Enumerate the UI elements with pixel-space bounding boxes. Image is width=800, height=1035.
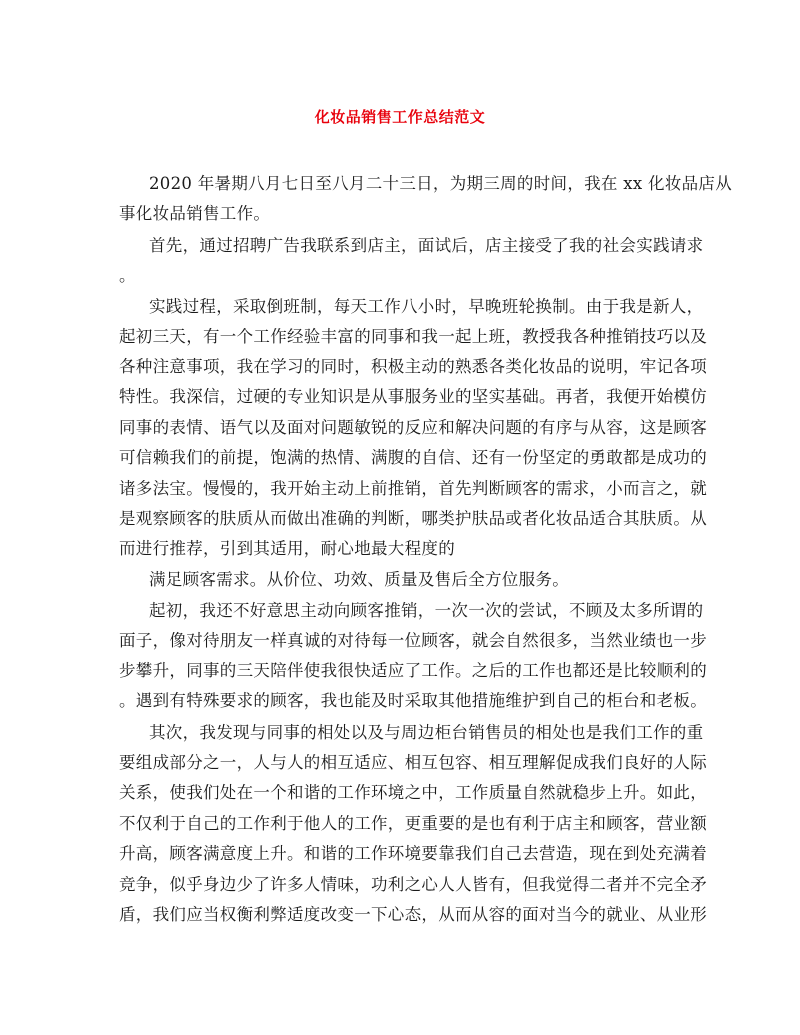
text-line: 步攀升，同事的三天陪伴使我很快适应了工作。之后的工作也都还是比较顺利的 [119,661,707,680]
text-line: 。 [119,266,136,285]
text-line: 面子，像对待朋友一样真诚的对待每一位顾客，就会自然很多，当然业绩也一步 [119,631,707,650]
text-line: 要组成部分之一，人与人的相互适应、相互包容、相互理解促成我们良好的人际 [119,753,707,772]
text-line: 。遇到有特殊要求的顾客，我也能及时采取其他措施维护到自己的柜台和老板。 [119,691,707,710]
text-line: 是观察顾客的肤质从而做出准确的判断，哪类护肤品或者化妆品适合其肤质。从 [119,509,707,528]
text-line: 2020 年暑期八月七日至八月二十三日，为期三周的时间，我在 xx 化妆品店从 [149,174,733,193]
text-line: 关系，使我们处在一个和谐的工作环境之中，工作质量自然就稳步上升。如此， [119,783,707,802]
text-line: 盾，我们应当权衡利弊适度改变一下心态，从而从容的面对当今的就业、从业形 [119,905,707,924]
text-line: 各种注意事项，我在学习的同时，积极主动的熟悉各类化妆品的说明，牢记各项 [119,357,707,376]
text-line: 实践过程，采取倒班制，每天工作八小时，早晚班轮换制。由于我是新人， [149,297,704,316]
text-line: 满足顾客需求。从价位、功效、质量及售后全方位服务。 [149,570,569,589]
text-line: 同事的表情、语气以及面对问题敏锐的反应和解决问题的有序与从容，这是顾客 [119,418,707,437]
text-line: 而进行推荐，引到其适用，耐心地最大程度的 [119,539,455,558]
text-line: 竞争，似乎身边少了许多人情味，功利之心人人皆有，但我觉得二者并不完全矛 [119,875,707,894]
text-line: 事化妆品销售工作。 [119,204,271,223]
text-line: 起初，我还不好意思主动向顾客推销，一次一次的尝试，不顾及太多所谓的 [149,601,704,620]
text-line: 特性。我深信，过硬的专业知识是从事服务业的坚实基础。再者，我便开始模仿 [119,387,707,406]
text-line: 不仅利于自己的工作利于他人的工作，更重要的是也有利于店主和顾客，营业额 [119,814,707,833]
document-title: 化妆品销售工作总结范文 [314,108,486,126]
text-line: 升高，顾客满意度上升。和谐的工作环境要靠我们自己去营造，现在到处充满着 [119,844,707,863]
text-line: 诸多法宝。慢慢的，我开始主动上前推销，首先判断顾客的需求，小而言之，就 [119,479,707,498]
text-line: 首先，通过招聘广告我联系到店主，面试后，店主接受了我的社会实践请求 [149,236,704,255]
text-line: 其次，我发现与同事的相处以及与周边柜台销售员的相处也是我们工作的重 [149,723,704,742]
text-line: 起初三天，有一个工作经验丰富的同事和我一起上班，教授我各种推销技巧以及 [119,327,707,346]
text-line: 可信赖我们的前提，饱满的热情、满腹的自信、还有一份坚定的勇敢都是成功的 [119,448,707,467]
